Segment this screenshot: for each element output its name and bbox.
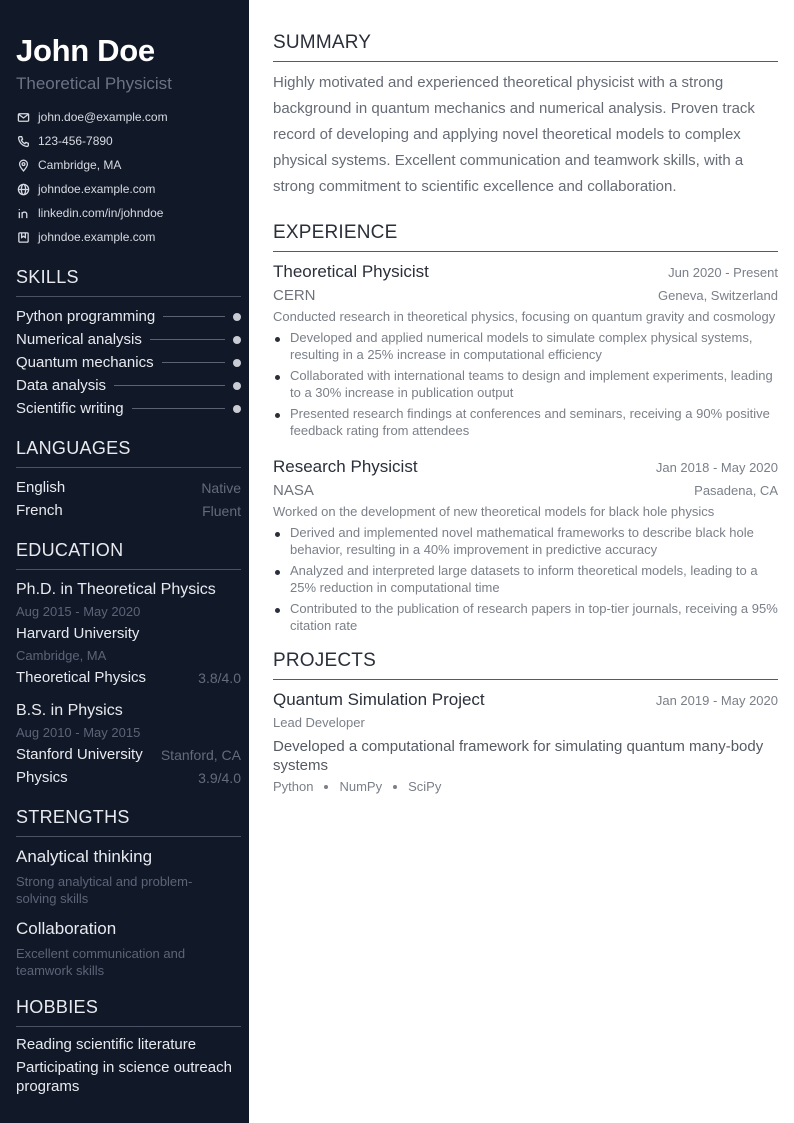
edu-date: Aug 2010 - May 2015 <box>16 725 141 740</box>
language-item <box>16 499 241 522</box>
language-name: French <box>16 502 63 519</box>
contact-list <box>16 105 241 249</box>
projects-heading: PROJECTS <box>273 650 778 680</box>
edu-place: Stanford, CA <box>160 746 241 763</box>
skill-level-dot <box>233 336 241 344</box>
hobbies-heading: HOBBIES <box>16 997 241 1027</box>
project-desc: Developed a computational framework for simulating quantum many-body systems <box>273 738 764 774</box>
edu-gpa: 3.8/4.0 <box>198 669 241 686</box>
job-location: Geneva, Switzerland <box>658 288 778 303</box>
edu-date: Aug 2015 - May 2020 <box>16 604 141 619</box>
candidate-name: John Doe <box>16 33 155 68</box>
skill-label: Data analysis <box>16 377 107 394</box>
skill-label: Numerical analysis <box>16 331 142 348</box>
hobby-item: Reading scientific literature <box>16 1036 197 1053</box>
candidate-role: Theoretical Physicist <box>16 74 172 93</box>
languages-heading: LANGUAGES <box>16 438 241 468</box>
job-bullets <box>273 524 778 634</box>
experience-heading: EXPERIENCE <box>273 222 778 252</box>
job-desc: Worked on the development of new theoretical models for black hole physics <box>273 504 715 519</box>
project-date: Jan 2019 - May 2020 <box>655 693 778 708</box>
job-bullet: Presented research findings at conferences and seminars, receiving a 90% positive feedback rating from attendees <box>273 405 778 439</box>
job-bullet: Collaborated with international teams to design and implement experiments, leading to a 30% increase in publication output <box>273 367 778 401</box>
project-tag: Python <box>273 779 314 794</box>
strength-item <box>16 845 241 907</box>
job-date: Jan 2018 - May 2020 <box>655 460 778 475</box>
skill-level-dot <box>233 359 241 367</box>
skill-item <box>16 305 241 328</box>
job-title: Theoretical Physicist <box>273 262 429 281</box>
skill-level-dot <box>233 313 241 321</box>
edu-degree: Ph.D. in Theoretical Physics <box>16 581 216 598</box>
contact-location-text: Cambridge, MA <box>38 158 122 172</box>
skill-level-dot <box>233 405 241 413</box>
skills-list <box>16 305 241 420</box>
job-bullet: Derived and implemented novel mathematical frameworks to describe black hole behavior, resulting in a 40% improvement in predictive accuracy <box>273 524 778 558</box>
skill-line <box>132 408 225 409</box>
education-item <box>16 578 241 689</box>
edu-school: Stanford University <box>16 746 143 763</box>
contact-portfolio-text: johndoe.example.com <box>38 230 156 244</box>
edu-degree: B.S. in Physics <box>16 702 123 719</box>
job-bullet: Analyzed and interpreted large datasets to inform theoretical models, leading to a 25% reduction in computational time <box>273 562 778 596</box>
skill-item <box>16 328 241 351</box>
skill-item <box>16 351 241 374</box>
job-org: CERN <box>273 287 316 304</box>
job-org-row <box>273 284 778 308</box>
experience-item <box>273 455 778 634</box>
job-org-row <box>273 479 778 503</box>
skill-level-dot <box>233 382 241 390</box>
edu-gpa: 3.9/4.0 <box>198 769 241 786</box>
strength-title: Collaboration <box>16 919 117 938</box>
language-name: English <box>16 479 66 496</box>
job-location: Pasadena, CA <box>694 483 778 498</box>
contact-linkedin-text: linkedin.com/in/johndoe <box>38 206 164 220</box>
skill-label: Python programming <box>16 308 156 325</box>
education-heading: EDUCATION <box>16 540 241 570</box>
mail-icon <box>16 110 30 124</box>
skill-label: Scientific writing <box>16 400 124 417</box>
job-bullet: Developed and applied numerical models to simulate complex physical systems, resulting in a 25% increase in computational efficiency <box>273 329 778 363</box>
summary-heading: SUMMARY <box>273 32 778 62</box>
contact-email-text: john.doe@example.com <box>38 110 168 124</box>
job-date: Jun 2020 - Present <box>668 265 778 280</box>
skills-heading: SKILLS <box>16 267 241 297</box>
contact-phone-text: 123-456-7890 <box>38 134 113 148</box>
edu-field: Theoretical Physics <box>16 669 147 686</box>
skill-line <box>163 316 225 317</box>
skill-item <box>16 397 241 420</box>
job-title: Research Physicist <box>273 457 418 476</box>
project-tag: SciPy <box>408 779 442 794</box>
edu-school: Harvard University <box>16 625 140 642</box>
contact-phone[interactable] <box>16 129 241 153</box>
contact-linkedin[interactable] <box>16 201 241 225</box>
skill-line <box>162 362 225 363</box>
edu-place: Cambridge, MA <box>16 648 107 663</box>
job-bullets <box>273 329 778 439</box>
hobby-item: Participating in science outreach programs <box>16 1059 232 1095</box>
project-role: Lead Developer <box>273 715 365 730</box>
linkedin-icon <box>16 206 30 220</box>
tag-separator <box>393 785 397 789</box>
language-level: Native <box>201 479 241 496</box>
strength-title: Analytical thinking <box>16 847 153 866</box>
experience-item <box>273 260 778 439</box>
skill-item <box>16 374 241 397</box>
languages-list <box>16 476 241 522</box>
contact-email[interactable] <box>16 105 241 129</box>
summary-text: Highly motivated and experienced theoretical physicist with a strong background in quantum mechanics and numerical analysis. Proven track record of developing and applying novel theoretical models to complex physical systems. Excellent communication and teamwork skills, with a strong commitment to scientific excellence and collaboration. <box>273 74 755 195</box>
tag-separator <box>324 785 328 789</box>
project-title: Quantum Simulation Project <box>273 690 485 709</box>
strength-item <box>16 917 241 979</box>
education-item <box>16 699 241 789</box>
contact-website-text: johndoe.example.com <box>38 182 156 196</box>
project-header <box>273 688 778 712</box>
skill-line <box>114 385 225 386</box>
job-desc: Conducted research in theoretical physics, focusing on quantum gravity and cosmology <box>273 309 776 324</box>
strength-desc: Strong analytical and problem-solving skills <box>16 874 193 906</box>
edu-field-row <box>16 666 241 689</box>
project-tags <box>273 779 778 794</box>
strength-desc: Excellent communication and teamwork skills <box>16 946 186 978</box>
main-content <box>273 0 778 810</box>
job-bullet: Contributed to the publication of research papers in top-tier journals, receiving a 95% citation rate <box>273 600 778 634</box>
contact-location <box>16 153 241 177</box>
edu-field: Physics <box>16 769 68 786</box>
project-item <box>273 688 778 794</box>
language-item <box>16 476 241 499</box>
project-tag: NumPy <box>339 779 383 794</box>
language-level: Fluent <box>202 502 241 519</box>
contact-portfolio[interactable] <box>16 225 241 249</box>
globe-icon <box>16 182 30 196</box>
edu-school-row <box>16 743 241 766</box>
contact-website[interactable] <box>16 177 241 201</box>
skill-label: Quantum mechanics <box>16 354 154 371</box>
job-header <box>273 260 778 284</box>
job-org: NASA <box>273 482 314 499</box>
sidebar <box>0 0 249 1123</box>
skill-line <box>150 339 225 340</box>
edu-field-row <box>16 766 241 789</box>
bookmark-icon <box>16 230 30 244</box>
location-icon <box>16 158 30 172</box>
job-header <box>273 455 778 479</box>
phone-icon <box>16 134 30 148</box>
strengths-heading: STRENGTHS <box>16 807 241 837</box>
